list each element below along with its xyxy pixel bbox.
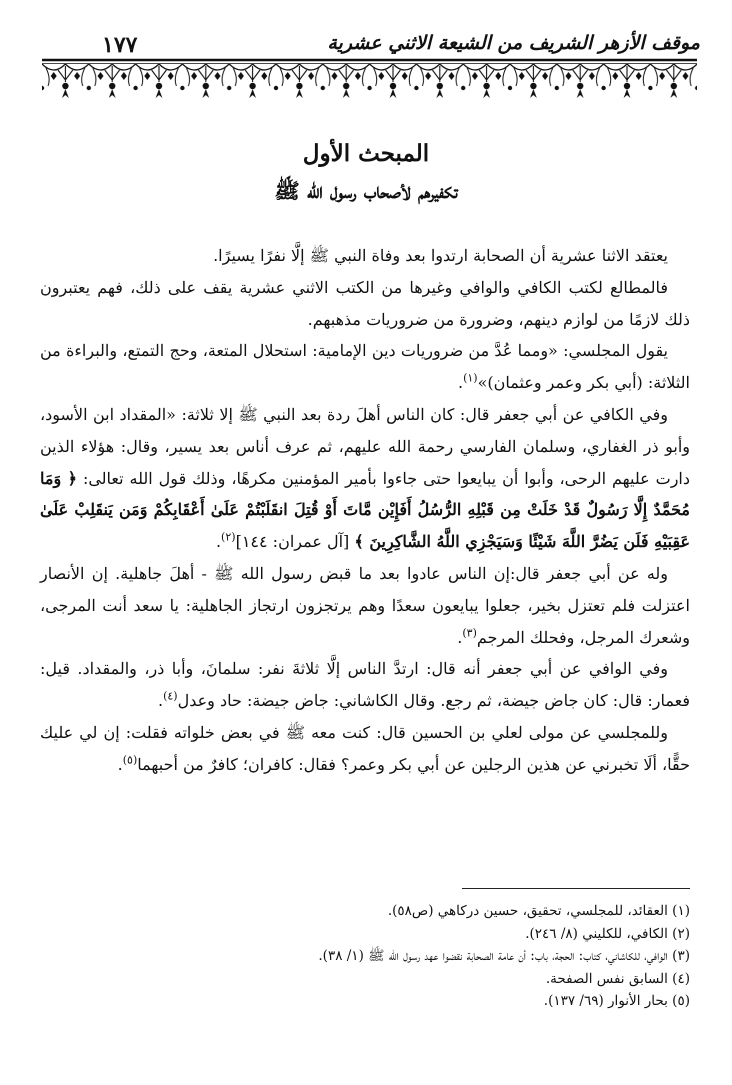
paragraph-1: [40, 240, 690, 272]
section-subtitle: تكفيرهم لأصحاب رسول الله ﷺ: [274, 178, 458, 203]
footnote-4: (٤) السابق نفس الصفحة.: [545, 970, 690, 987]
paragraph-1-text: يعتقد الاثنا عشرية أن الصحابة ارتدوا بعد وفاة النبي ﷺ إلَّا نفرًا يسيرًا.: [213, 246, 668, 265]
footnote-1: (١) العقائد، للمجلسي، تحقيق، حسين دركاهي (ص٥٨).: [387, 903, 690, 919]
ornament-border-icon: [42, 58, 697, 102]
footnote-ref-1: (١): [463, 371, 478, 385]
footnote-ref-5: (٥): [122, 753, 138, 767]
footnote-2: (٢) الكافي، للكليني (٨/ ٢٤٦).: [525, 925, 690, 942]
verse-citation: [آل عمران: ١٤٤]: [235, 532, 350, 552]
paragraph-3: يقول المجلسي: «ومما عُدَّ من ضروريات دين الإمامية: استحلال المتعة، وحج التمتع، والبراءة من الثلاثة: (أبي بكر وعمر وعثمان)»$^{(١)}$.: [40, 341, 690, 393]
footnote-ref-2: (٢): [221, 530, 236, 544]
body-text: [40, 240, 690, 781]
paragraph-4-text: وفي الكافي عن أبي جعفر قال: كان الناس أهلَ ردة بعد النبي ﷺ إلا ثلاثة: «المقداد ابن الأسود، وأبو ذر الغفاري، وسلمان الفارسي رحمة الله عليهم، ثم عرف أناس بعد يسير، وقال: هؤلاء الذين دارت عليهم الرحى، وأبوا أن يبايعوا حتى جاءوا بأمير المؤمنين مكرهًا، وذلك قول الله تعالى:: [40, 404, 691, 488]
footnote-5: (٥) بحار الأنوار (٦٩/ ١٣٧).: [543, 993, 690, 1010]
footnote-3: (٣) الوافي، للكاشاني، كتاب: الحجة، باب: أن عامة الصحابة نقضوا عهد رسول الله ﷺ (١/ ٣٨).: [318, 948, 690, 965]
paragraph-3-text: يقول المجلسي: «ومما عُدَّ من ضروريات دين الإمامية: استحلال المتعة، وحج التمتع، والبراءة من الثلاثة: (أبي بكر وعمر وعثمان)»: [40, 341, 690, 393]
page-number: ١٧٧: [102, 32, 138, 58]
paragraph-4: وفي الكافي عن أبي جعفر قال: كان الناس أهلَ ردة بعد النبي ﷺ إلا ثلاثة: «المقداد ابن الأسود، وأبو ذر الغفاري، وسلمان الفارسي رحمة الله عليهم، ثم عرف أناس بعد يسير، وقال: هؤلاء الذين دارت عليهم الرحى، وأبوا أن يبايعوا حتى جاءوا بأمير المؤمنين مكرهًا، وذلك قول الله تعالى: ﴿ وَمَا مُحَمَّدٌ إِلَّا رَسُولٌ قَدْ خَلَتْ مِن قَبْلِهِ الرُّسُلُ أَفَإِيْن مَّاتَ أَوْ قُتِلَ انقَلَبْتُمْ عَلَىٰ أَعْقَابِكُمْ وَمَن يَنقَلِبْ عَلَىٰ عَقِبَيْهِ فَلَن يَضُرَّ اللَّهَ شَيْئًا وَسَيَجْزِي اللَّهُ الشَّاكِرِينَ ﴾ [آل عمران: ١٤٤]$^{(٢)}$.: [40, 404, 691, 552]
paragraph-5-text: وله عن أبي جعفر قال:إن الناس عادوا بعد ما قبض رسول الله ﷺ - أهلَ جاهلية. إن الأنصار اعتزلت فلم تعتزل بخير، جعلوا يبايعون سعدًا وهم يرتجزون ارتجاز الجاهلية: يا سعد أنت المرجى، وشعرك المرجل، وفحلك المرجم: [40, 563, 690, 647]
paragraph-6-text: وفي الوافي عن أبي جعفر أنه قال: ارتدَّ الناس إلَّا ثلاثةَ نفر: سلمانَ، وأبا ذر، والمقداد. قيل: فعمار: قال: كان جاض جيضة، ثم رجع. وقال الكاشاني: جاض جيضة: حاد وعدل: [40, 659, 690, 711]
quran-verse: ﴿ وَمَا مُحَمَّدٌ إِلَّا رَسُولٌ قَدْ خَلَتْ مِن قَبْلِهِ الرُّسُلُ أَفَإِيْن مَّاتَ أَوْ قُتِلَ انقَلَبْتُمْ عَلَىٰ أَعْقَابِكُمْ وَمَن يَنقَلِبْ عَلَىٰ عَقِبَيْهِ فَلَن يَضُرَّ اللَّهَ شَيْئًا وَسَيَجْزِي اللَّهُ الشَّاكِرِينَ ﴾: [40, 468, 691, 552]
paragraph-6: وفي الوافي عن أبي جعفر أنه قال: ارتدَّ الناس إلَّا ثلاثةَ نفر: سلمانَ، وأبا ذر، والمقداد. قيل: فعمار: قال: كان جاض جيضة، ثم رجع. وقال الكاشاني: جاض جيضة: حاد وعدل$^{(٤)}$.: [40, 659, 690, 711]
footnote-divider: [462, 888, 690, 889]
footnotes: [40, 900, 690, 1013]
paragraph-7-text: وللمجلسي عن مولى لعلي بن الحسين قال: كنت معه ﷺ في بعض خلواته فقلت: إن لي عليك حقًّا، ألَا تخبرني عن هذين الرجلين عن أبي بكر وعمر؟ فقال: كافران؛ كافرٌ من أحبهما: [40, 722, 690, 774]
paragraph-2-text: فالمطالع لكتب الكافي والوافي وغيرها من الكتب الاثني عشرية يقف على ذلك، فهم يعتبرون ذلك لازمًا من لوازم دينهم، وضرورة من ضروريات مذهبهم.: [40, 277, 690, 329]
paragraph-5: وله عن أبي جعفر قال:إن الناس عادوا بعد ما قبض رسول الله ﷺ - أهلَ جاهلية. إن الأنصار اعتزلت فلم تعتزل بخير، جعلوا يبايعون سعدًا وهم يرتجزون ارتجاز الجاهلية: يا سعد أنت المرجى، وشعرك المرجل، وفحلك المرجم$^{(٣)}$.: [40, 563, 690, 647]
section-title: المبحث الأول: [302, 140, 430, 167]
running-header: [40, 28, 700, 62]
footnote-ref-3: (٣): [462, 626, 477, 640]
paragraph-2: [40, 272, 690, 336]
footnote-ref-4: (٤): [163, 689, 178, 703]
running-header-title: موقف الأزهر الشريف من الشيعة الاثني عشرية: [327, 32, 700, 54]
paragraph-7: وللمجلسي عن مولى لعلي بن الحسين قال: كنت معه ﷺ في بعض خلواته فقلت: إن لي عليك حقًّا، ألَا تخبرني عن هذين الرجلين عن أبي بكر وعمر؟ فقال: كافران؛ كافرٌ من أحبهما$^{(٥)}$.: [40, 722, 690, 774]
